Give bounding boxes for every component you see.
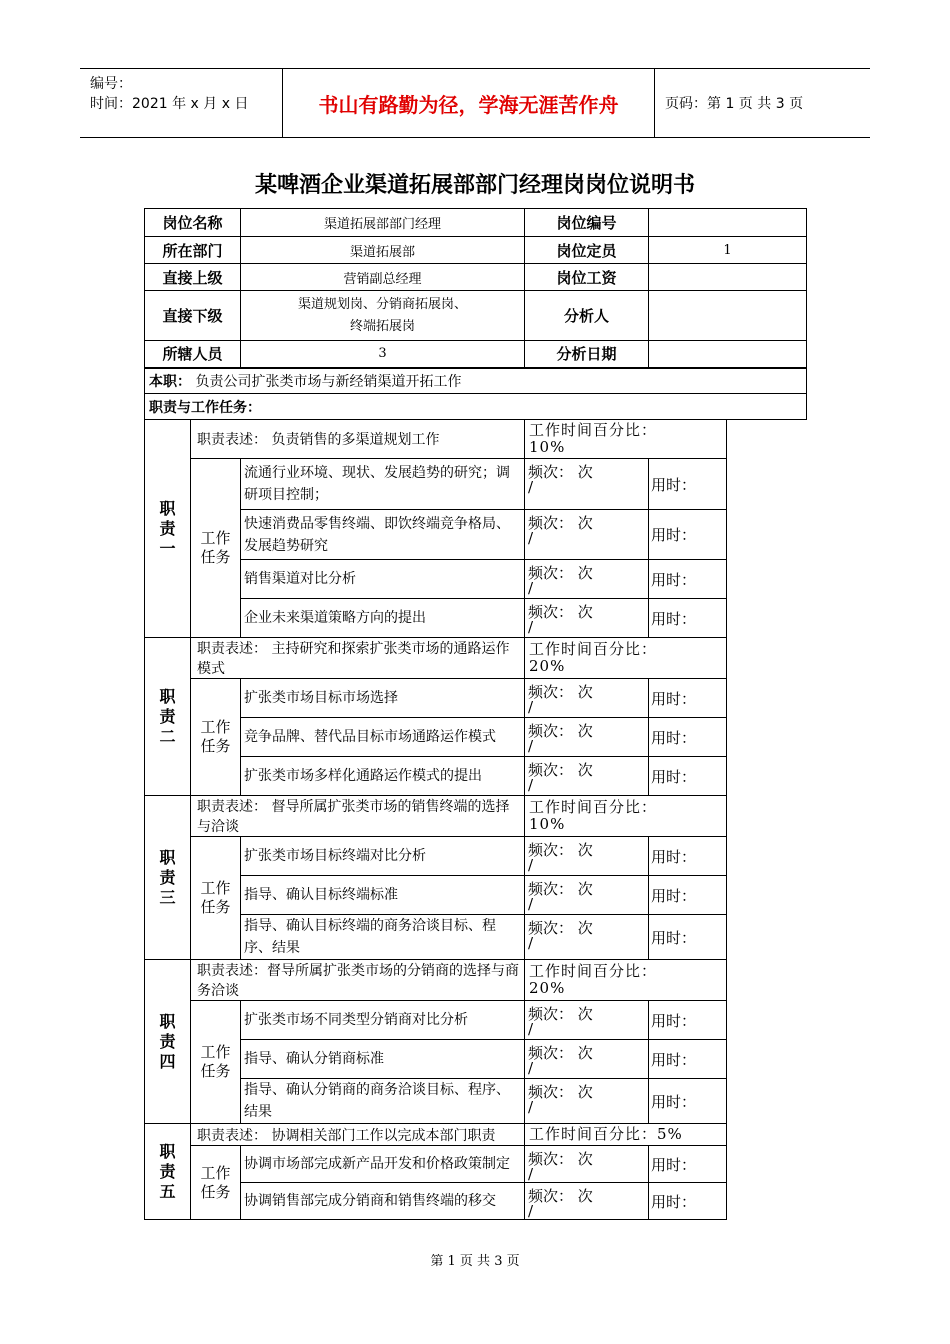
- frequency-slash: /: [528, 478, 534, 496]
- duties-heading: [145, 394, 807, 420]
- document-title: 某啤酒企业渠道拓展部部门经理岗岗位说明书: [254, 173, 695, 198]
- frequency-cell: [525, 1001, 649, 1040]
- subordinate-label: 直接下级: [145, 291, 241, 341]
- task-label-text: 工作: [200, 1043, 231, 1061]
- frequency-slash: /: [528, 895, 534, 913]
- task-row: [145, 837, 807, 876]
- duty-statement-row: [145, 796, 807, 837]
- task-text: 协调销售部完成分销商和销售终端的移交: [241, 1183, 525, 1220]
- duty-label-char: 责: [159, 706, 176, 726]
- task-text: 指导、确认目标终端的商务洽谈目标、程序、结果: [241, 915, 525, 960]
- duty-label-char: 职: [159, 1011, 176, 1031]
- task-text: 指导、确认分销商的商务洽谈目标、程序、结果: [241, 1079, 525, 1124]
- duty-statement-row: [145, 638, 807, 679]
- department-value: 渠道拓展部: [241, 237, 525, 264]
- task-label: [191, 837, 241, 960]
- role-row: [145, 368, 807, 394]
- document-time: 时间：2021 年 x 月 x 日: [90, 96, 249, 112]
- task-label-text: 工作: [200, 1163, 231, 1182]
- task-row: [145, 459, 807, 510]
- task-row: [145, 510, 807, 560]
- frequency-label: 频次： 次: [528, 1005, 593, 1023]
- frequency-label: 频次： 次: [528, 722, 593, 740]
- frequency-slash: /: [528, 1098, 534, 1116]
- task-row: [145, 876, 807, 915]
- task-row: [145, 1146, 807, 1183]
- duty-statement-row: [145, 1124, 807, 1146]
- task-text: 指导、确认目标终端标准: [241, 876, 525, 915]
- duty-label-char: 五: [159, 1181, 176, 1201]
- time-percentage-text: 工作时间百分比：5%: [529, 1125, 683, 1143]
- duty-label-char: 三: [159, 887, 176, 907]
- frequency-label: 频次： 次: [528, 463, 593, 481]
- info-row: [145, 341, 807, 368]
- task-label: [191, 679, 241, 796]
- time-percentage-value: 10%: [529, 815, 566, 833]
- frequency-slash: /: [528, 737, 534, 755]
- subordinate-line: 终端拓展岗: [350, 318, 416, 334]
- frequency-slash: /: [528, 529, 534, 547]
- department-label: 所在部门: [145, 237, 241, 264]
- frequency-slash: /: [528, 1202, 534, 1220]
- salary-value: [649, 264, 807, 291]
- time-used-cell: 用时：: [649, 915, 727, 960]
- task-row: [145, 1040, 807, 1079]
- task-text: 扩张类市场不同类型分销商对比分析: [241, 1001, 525, 1040]
- duty-label-char: 责: [159, 867, 176, 887]
- task-text: 扩张类市场目标终端对比分析: [241, 837, 525, 876]
- duty-statement: 职责表述： 负责销售的多渠道规划工作: [191, 420, 525, 459]
- task-label-text: 任务: [200, 737, 231, 755]
- frequency-cell: [525, 459, 649, 510]
- time-percentage: [525, 1124, 727, 1146]
- task-text: 扩张类市场多样化通路运作模式的提出: [241, 757, 525, 796]
- date-label: 分析日期: [525, 341, 649, 368]
- duty-label-char: 职: [159, 1141, 176, 1161]
- frequency-label: 频次： 次: [528, 1044, 593, 1062]
- task-label-text: 工作: [200, 529, 231, 547]
- role-label: 本职：: [149, 373, 191, 390]
- info-row: [145, 237, 807, 264]
- task-row: [145, 679, 807, 718]
- task-text: 快速消费品零售终端、即饮终端竞争格局、发展趋势研究: [241, 510, 525, 560]
- frequency-label: 频次： 次: [528, 880, 593, 898]
- time-percentage-label: 工作时间百分比：: [529, 798, 658, 816]
- duty-label-char: 责: [159, 518, 176, 538]
- headcount-label: 岗位定员: [525, 237, 649, 264]
- header-meta: [80, 69, 283, 137]
- task-label-text: 工作: [200, 879, 231, 897]
- duty-statement: 职责表述：督导所属扩张类市场的分销商的选择与商务洽谈: [191, 960, 525, 1001]
- frequency-cell: [525, 837, 649, 876]
- time-percentage: [525, 420, 727, 459]
- task-label-text: 任务: [200, 1062, 231, 1080]
- job-description-table: [144, 208, 807, 1220]
- duty-label: [145, 638, 191, 796]
- duty-label: [145, 420, 191, 638]
- frequency-cell: [525, 679, 649, 718]
- task-row: [145, 560, 807, 599]
- duties-heading-text: 职责与工作任务：: [149, 399, 261, 416]
- info-row: [145, 209, 807, 237]
- frequency-label: 频次： 次: [528, 761, 593, 779]
- frequency-slash: /: [528, 579, 534, 597]
- task-label-text: 工作: [200, 718, 231, 736]
- frequency-label: 频次： 次: [528, 514, 593, 532]
- duty-label-char: 责: [159, 1031, 176, 1051]
- info-row: [145, 264, 807, 291]
- frequency-slash: /: [528, 856, 534, 874]
- duties-heading-row: [145, 394, 807, 420]
- duty-statement: 职责表述： 协调相关部门工作以完成本部门职责: [191, 1124, 525, 1146]
- frequency-cell: [525, 1040, 649, 1079]
- task-label: [191, 1001, 241, 1124]
- frequency-cell: [525, 718, 649, 757]
- time-used-cell: 用时：: [649, 1183, 727, 1220]
- time-used-cell: 用时：: [649, 837, 727, 876]
- frequency-slash: /: [528, 934, 534, 952]
- frequency-cell: [525, 560, 649, 599]
- time-used-cell: 用时：: [649, 1001, 727, 1040]
- subordinate-line: 渠道规划岗、分销商拓展岗、: [298, 296, 468, 312]
- frequency-cell: [525, 757, 649, 796]
- frequency-label: 频次： 次: [528, 841, 593, 859]
- task-row: [145, 1079, 807, 1124]
- task-text: 企业未来渠道策略方向的提出: [241, 599, 525, 638]
- header-motto: 书山有路勤为径，学海无涯苦作舟: [283, 69, 655, 137]
- duty-statement: 职责表述： 主持研究和探索扩张类市场的通路运作模式: [191, 638, 525, 679]
- position-name-label: 岗位名称: [145, 209, 241, 237]
- frequency-cell: [525, 1183, 649, 1220]
- time-used-cell: 用时：: [649, 510, 727, 560]
- time-percentage-value: 10%: [529, 438, 566, 456]
- duty-statement-row: [145, 960, 807, 1001]
- date-value: [649, 341, 807, 368]
- task-label: [191, 459, 241, 638]
- role-text: 负责公司扩张类市场与新经销渠道开拓工作: [195, 373, 462, 390]
- frequency-label: 频次： 次: [528, 1150, 593, 1168]
- superior-label: 直接上级: [145, 264, 241, 291]
- analyst-value: [649, 291, 807, 341]
- task-row: [145, 599, 807, 638]
- frequency-cell: [525, 915, 649, 960]
- time-used-cell: 用时：: [649, 718, 727, 757]
- position-no-value: [649, 209, 807, 237]
- time-used-cell: 用时：: [649, 599, 727, 638]
- position-name-value: 渠道拓展部部门经理: [241, 209, 525, 237]
- duty-label-char: 二: [159, 726, 176, 746]
- subordinate-value: [241, 291, 525, 341]
- task-label: [191, 1146, 241, 1220]
- time-used-cell: 用时：: [649, 1040, 727, 1079]
- task-text: 竞争品牌、替代品目标市场通路运作模式: [241, 718, 525, 757]
- info-row: [145, 291, 807, 341]
- duty-statement: 职责表述： 督导所属扩张类市场的销售终端的选择与洽谈: [191, 796, 525, 837]
- duty-label: [145, 796, 191, 960]
- frequency-slash: /: [528, 698, 534, 716]
- time-percentage-value: 20%: [529, 979, 566, 997]
- staff-value: 3: [241, 341, 525, 368]
- superior-value: 营销副总经理: [241, 264, 525, 291]
- page-footer: 第 1 页 共 3 页: [430, 1254, 520, 1269]
- staff-label: 所辖人员: [145, 341, 241, 368]
- frequency-cell: [525, 510, 649, 560]
- duty-label-char: 职: [159, 498, 176, 518]
- duty-label-char: 职: [159, 686, 176, 706]
- task-label-text: 任务: [200, 1182, 231, 1201]
- time-used-cell: 用时：: [649, 757, 727, 796]
- time-used-cell: 用时：: [649, 679, 727, 718]
- frequency-label: 频次： 次: [528, 919, 593, 937]
- task-row: [145, 1001, 807, 1040]
- duty-label-char: 责: [159, 1161, 176, 1181]
- duty-label: [145, 960, 191, 1124]
- frequency-cell: [525, 876, 649, 915]
- frequency-label: 频次： 次: [528, 1083, 593, 1101]
- salary-label: 岗位工资: [525, 264, 649, 291]
- position-no-label: 岗位编号: [525, 209, 649, 237]
- task-label-text: 任务: [200, 548, 231, 566]
- task-text: 销售渠道对比分析: [241, 560, 525, 599]
- time-percentage-label: 工作时间百分比：: [529, 640, 658, 658]
- role-cell: [145, 368, 807, 394]
- duty-label-char: 四: [159, 1051, 176, 1071]
- page-header: [80, 68, 870, 138]
- frequency-cell: [525, 1146, 649, 1183]
- time-percentage: [525, 960, 727, 1001]
- frequency-slash: /: [528, 1059, 534, 1077]
- time-used-cell: 用时：: [649, 1079, 727, 1124]
- time-used-cell: 用时：: [649, 560, 727, 599]
- task-row: [145, 915, 807, 960]
- time-used-cell: 用时：: [649, 459, 727, 510]
- headcount-value: 1: [649, 237, 807, 264]
- document-number: 编号：: [90, 76, 132, 92]
- task-row: [145, 757, 807, 796]
- time-percentage-label: 工作时间百分比：: [529, 421, 658, 439]
- task-text: 流通行业环境、现状、发展趋势的研究；调研项目控制；: [241, 459, 525, 510]
- analyst-label: 分析人: [525, 291, 649, 341]
- frequency-slash: /: [528, 776, 534, 794]
- task-text: 指导、确认分销商标准: [241, 1040, 525, 1079]
- frequency-slash: /: [528, 1165, 534, 1183]
- task-text: 扩张类市场目标市场选择: [241, 679, 525, 718]
- time-percentage: [525, 796, 727, 837]
- duty-statement-row: [145, 420, 807, 459]
- duty-label-char: 职: [159, 847, 176, 867]
- time-percentage-value: 20%: [529, 657, 566, 675]
- frequency-label: 频次： 次: [528, 564, 593, 582]
- frequency-label: 频次： 次: [528, 1187, 593, 1205]
- time-used-cell: 用时：: [649, 1146, 727, 1183]
- time-percentage: [525, 638, 727, 679]
- time-percentage-label: 工作时间百分比：: [529, 962, 658, 980]
- frequency-label: 频次： 次: [528, 603, 593, 621]
- task-label-text: 任务: [200, 898, 231, 916]
- frequency-label: 频次： 次: [528, 683, 593, 701]
- duty-label-char: 一: [159, 538, 176, 558]
- task-row: [145, 1183, 807, 1220]
- time-used-cell: 用时：: [649, 876, 727, 915]
- duty-label: [145, 1124, 191, 1220]
- task-text: 协调市场部完成新产品开发和价格政策制定: [241, 1146, 525, 1183]
- frequency-cell: [525, 1079, 649, 1124]
- frequency-slash: /: [528, 1020, 534, 1038]
- frequency-cell: [525, 599, 649, 638]
- task-row: [145, 718, 807, 757]
- header-page-info: 页码：第 1 页 共 3 页: [665, 96, 804, 112]
- frequency-slash: /: [528, 618, 534, 636]
